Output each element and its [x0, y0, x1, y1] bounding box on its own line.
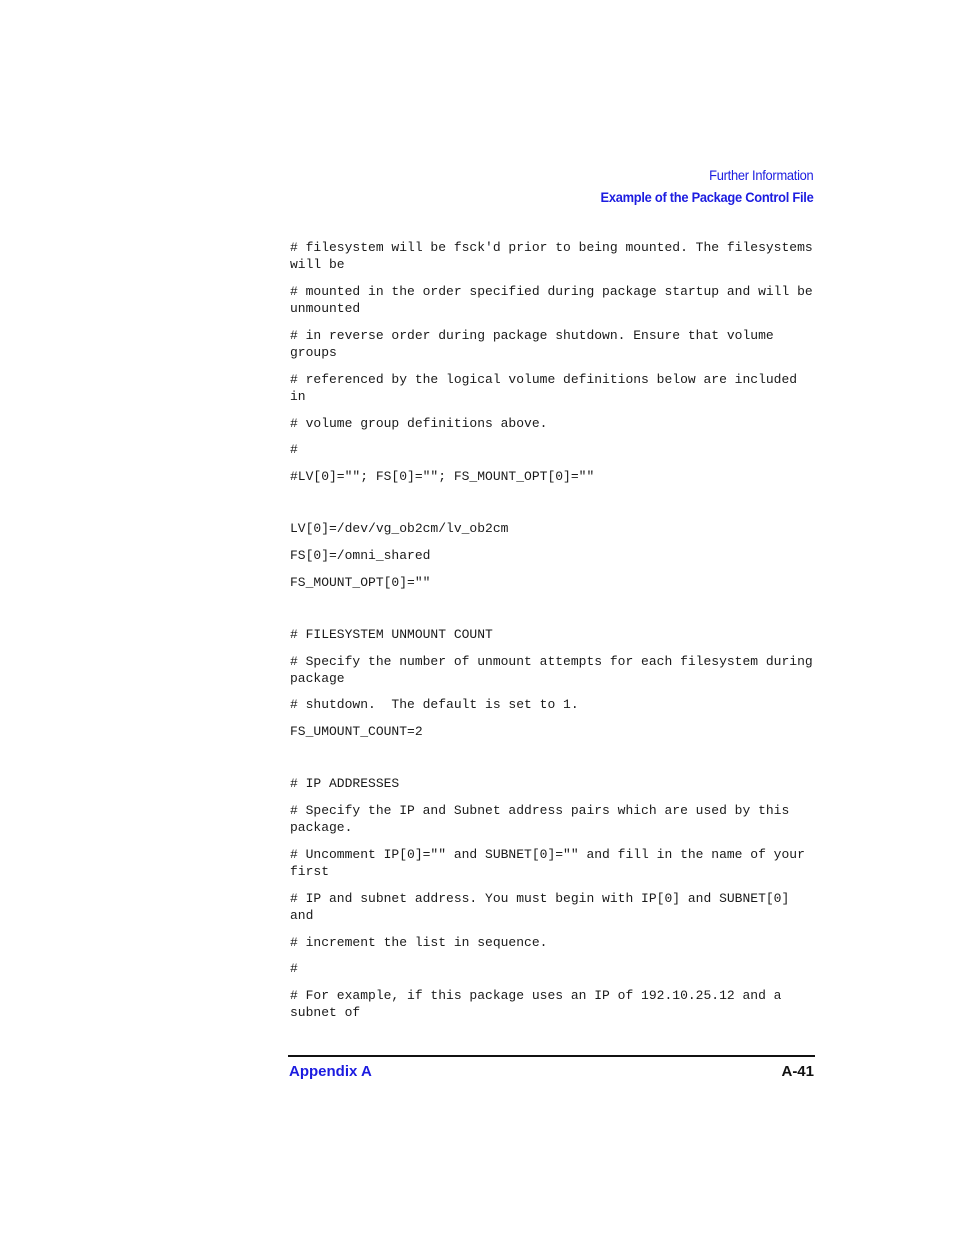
code-line: # in reverse order during package shutdown. Ensure that volume groups — [290, 327, 782, 361]
code-line: # referenced by the logical volume definitions below are included in — [290, 371, 805, 404]
code-line: # Specify the number of unmount attempts for each filesystem during package — [290, 653, 821, 686]
code-listing — [290, 239, 821, 1031]
footer-appendix-label: Appendix A — [289, 1063, 372, 1080]
code-line: # Specify the IP and Subnet address pairs which are used by this package. — [290, 803, 798, 836]
code-line: # Uncomment IP[0]="" and SUBNET[0]="" and fill in the name of your first — [290, 846, 813, 880]
code-line: # increment the list in sequence. — [290, 934, 548, 950]
code-line: LV[0]=/dev/vg_ob2cm/lv_ob2cm — [290, 521, 509, 537]
code-line: FS_MOUNT_OPT[0]="" — [290, 574, 431, 590]
code-line: # — [290, 442, 298, 458]
code-line: FS_UMOUNT_COUNT=2 — [290, 724, 423, 740]
code-line: # shutdown. The default is set to 1. — [290, 697, 579, 713]
code-line: FS[0]=/omni_shared — [290, 547, 431, 563]
code-line: #LV[0]=""; FS[0]=""; FS_MOUNT_OPT[0]="" — [290, 469, 595, 485]
footer-page-number: A-41 — [781, 1063, 814, 1080]
code-line: # filesystem will be fsck'd prior to being mounted. The filesystems will be — [290, 240, 821, 273]
header-section-title: Further Information — [708, 167, 813, 183]
code-line: # IP ADDRESSES — [290, 776, 400, 792]
code-line: # FILESYSTEM UNMOUNT COUNT — [290, 626, 493, 642]
code-line: # mounted in the order specified during package startup and will be unmounted — [290, 283, 821, 317]
running-header — [582, 166, 813, 206]
code-line: # For example, if this package uses an IP of 192.10.25.12 and a subnet of — [290, 988, 790, 1021]
code-line: # — [290, 961, 298, 977]
header-subsection-title: Example of the Package Control File — [600, 189, 813, 205]
footer-divider — [288, 1055, 815, 1057]
code-line: # volume group definitions above. — [290, 415, 548, 431]
code-line: # IP and subnet address. You must begin with IP[0] and SUBNET[0] and — [290, 890, 798, 924]
